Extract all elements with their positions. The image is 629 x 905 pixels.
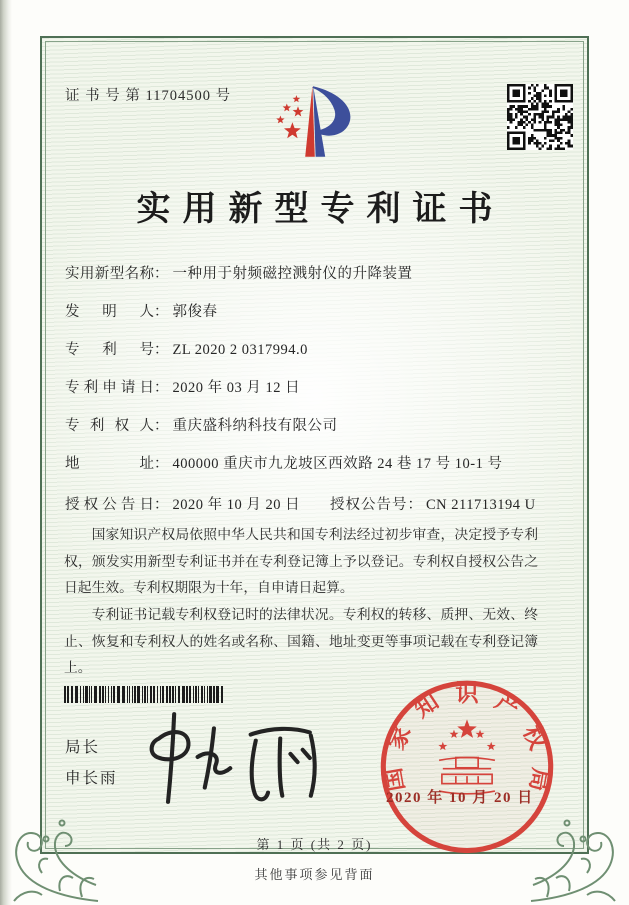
field-value: 2020 年 10 月 20 日 <box>172 497 301 513</box>
signer-name: 申长雨 <box>65 770 118 787</box>
field-row-filing-date <box>65 376 300 397</box>
field-row-inventor <box>65 300 218 321</box>
cnipa-logo-icon <box>262 74 374 169</box>
colon: ： <box>154 304 169 320</box>
field-label: 授权公告号 <box>330 497 408 513</box>
colon: ： <box>154 380 169 396</box>
signature-handwriting-icon <box>140 708 345 810</box>
field-label: 地址 <box>65 456 154 472</box>
field-row-grant <box>65 493 536 514</box>
svg-text:识: 识 <box>455 680 479 707</box>
legal-paragraph-2: 专利证书记载专利权登记时的法律状况。专利权的转移、质押、无效、终止、恢复和专利权人的姓名或名称、国籍、地址变更等事项记载在专利登记簿上。 <box>64 606 538 676</box>
field-row-address <box>65 452 502 473</box>
field-row-patent-no <box>65 338 308 359</box>
field-value: 一种用于射频磁控溅射仪的升降装置 <box>172 266 413 282</box>
barcode-icon <box>64 686 228 703</box>
field-label: 专利申请日 <box>65 380 154 396</box>
field-row-patent-name <box>65 262 413 283</box>
seal-date: 2020 年 10 月 20 日 <box>386 790 534 806</box>
qr-code-icon <box>507 84 573 150</box>
svg-text:权: 权 <box>517 722 551 754</box>
colon: ： <box>154 418 169 434</box>
corner-flourish-icon <box>2 777 100 905</box>
legal-paragraph-1: 国家知识产权局依照中华人民共和国专利法经过初步审查，决定授予专利权，颁发实用新型专利证书并在专利登记簿上予以登记。专利权自授权公告之日起生效。专利权期限为十年，自申请日起算。 <box>64 527 538 596</box>
colon: ： <box>154 266 169 282</box>
field-label: 授权公告日 <box>65 497 154 513</box>
field-label: 发明人 <box>65 304 154 320</box>
page-indicator: 第 1 页 (共 2 页) <box>256 837 373 852</box>
field-row-patentee <box>65 414 338 435</box>
svg-text:国: 国 <box>380 765 410 794</box>
field-value: 2020 年 03 月 12 日 <box>172 380 301 396</box>
svg-text:局: 局 <box>524 765 554 794</box>
field-value: 重庆盛科纳科技有限公司 <box>172 418 338 434</box>
field-value: ZL 2020 2 0317994.0 <box>172 342 308 358</box>
colon: ： <box>154 456 169 472</box>
certificate-number: 证 书 号 第 11704500 号 <box>65 88 232 104</box>
svg-text:产: 产 <box>490 688 524 724</box>
grant-number-pair <box>330 493 536 514</box>
colon: ： <box>407 497 422 513</box>
official-seal-icon <box>374 672 560 858</box>
field-value: CN 211713194 U <box>426 497 536 513</box>
field-label: 专利权人 <box>65 418 154 434</box>
field-value: 郭俊春 <box>172 304 218 320</box>
signer-title: 局长 <box>65 739 101 756</box>
field-label: 实用新型名称 <box>65 266 154 282</box>
field-label: 专利号 <box>65 342 154 358</box>
field-value: 400000 重庆市九龙坡区西效路 24 巷 17 号 10-1 号 <box>172 456 503 472</box>
svg-text:家: 家 <box>383 722 417 754</box>
certificate-title: 实用新型专利证书 <box>136 191 505 228</box>
legal-text <box>64 522 538 682</box>
colon: ： <box>154 497 169 513</box>
reverse-side-note: 其他事项参见背面 <box>254 867 375 882</box>
svg-text:知: 知 <box>410 688 444 724</box>
colon: ： <box>154 342 169 358</box>
